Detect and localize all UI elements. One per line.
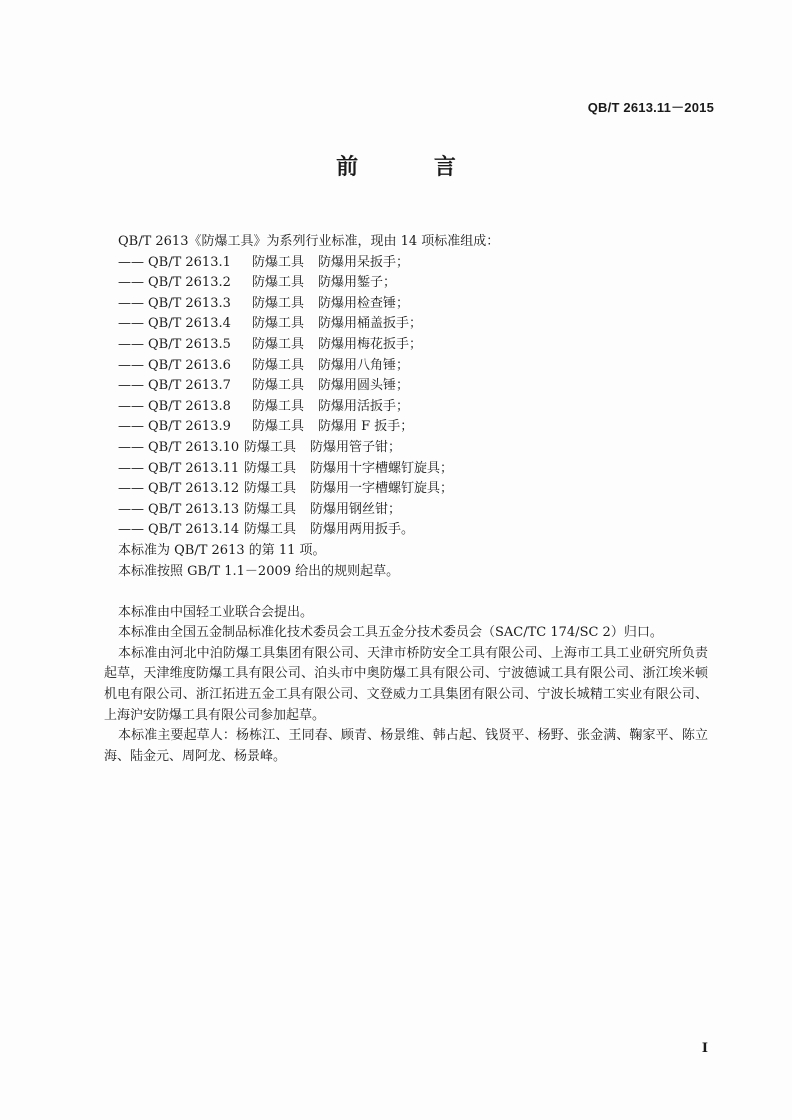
list-item bbox=[118, 520, 718, 541]
standard-code: QB/T 2613.11－2015 bbox=[587, 100, 714, 115]
list-item bbox=[118, 417, 718, 438]
list-item bbox=[118, 253, 718, 274]
list-dash: —— bbox=[118, 254, 144, 270]
part-code: QB/T 2613.3 bbox=[148, 295, 231, 311]
part-category: 防爆工具 bbox=[252, 316, 305, 332]
list-dash: —— bbox=[118, 378, 144, 394]
part-category: 防爆工具 bbox=[252, 254, 305, 270]
part-name: 防爆用检查锤； bbox=[318, 295, 410, 311]
list-item bbox=[118, 335, 718, 356]
part-category: 防爆工具 bbox=[244, 439, 297, 455]
foreword-body bbox=[104, 232, 718, 767]
part-name: 防爆用一字槽螺钉旋具； bbox=[310, 481, 454, 497]
page-title: 前 言 bbox=[336, 154, 490, 180]
part-category: 防爆工具 bbox=[244, 460, 297, 476]
part-name: 防爆用呆扳手； bbox=[318, 254, 410, 270]
statement-rules: 本标准按照 GB/T 1.1－2009 给出的规则起草。 bbox=[118, 563, 400, 579]
part-name: 防爆用管子钳； bbox=[310, 439, 402, 455]
part-category: 防爆工具 bbox=[252, 398, 305, 414]
parts-list bbox=[118, 253, 718, 541]
list-item bbox=[118, 294, 718, 315]
part-code: QB/T 2613.2 bbox=[148, 275, 231, 291]
proposed-by-paragraph: 本标准由中国轻工业联合会提出。 bbox=[118, 604, 314, 620]
list-dash: —— bbox=[118, 295, 144, 311]
list-item bbox=[118, 479, 718, 500]
part-name: 防爆用梅花扳手； bbox=[318, 336, 423, 352]
part-category: 防爆工具 bbox=[252, 295, 305, 311]
part-code: QB/T 2613.7 bbox=[148, 378, 231, 394]
part-code: QB/T 2613.1 bbox=[148, 254, 231, 270]
list-item bbox=[118, 314, 718, 335]
list-item bbox=[118, 376, 718, 397]
list-dash: —— bbox=[118, 419, 144, 435]
part-code: QB/T 2613.13 bbox=[148, 501, 240, 517]
part-code: QB/T 2613.6 bbox=[148, 357, 231, 373]
list-dash: —— bbox=[118, 460, 144, 476]
part-code: QB/T 2613.9 bbox=[148, 419, 231, 435]
part-code: QB/T 2613.4 bbox=[148, 316, 231, 332]
list-dash: —— bbox=[118, 501, 144, 517]
list-dash: —— bbox=[118, 357, 144, 373]
part-category: 防爆工具 bbox=[252, 357, 305, 373]
part-name: 防爆用两用扳手。 bbox=[310, 522, 415, 538]
list-dash: —— bbox=[118, 336, 144, 352]
part-code: QB/T 2613.5 bbox=[148, 336, 231, 352]
list-item bbox=[118, 273, 718, 294]
part-name: 防爆用八角锤； bbox=[318, 357, 410, 373]
part-category: 防爆工具 bbox=[252, 275, 305, 291]
list-dash: —— bbox=[118, 316, 144, 332]
part-name: 防爆用十字槽螺钉旋具； bbox=[310, 460, 454, 476]
drafters-paragraph: 本标准主要起草人：杨栋江、王同春、顾青、杨景维、韩占起、钱贤平、杨野、张金满、鞠家平、陈立海、陆金元、周阿龙、杨景峰。 bbox=[104, 728, 708, 764]
list-item bbox=[118, 459, 718, 480]
managed-by-paragraph: 本标准由全国五金制品标准化技术委员会工具五金分技术委员会（SAC/TC 174/SC 2）归口。 bbox=[118, 625, 663, 641]
part-category: 防爆工具 bbox=[252, 378, 305, 394]
list-item bbox=[118, 500, 718, 521]
part-category: 防爆工具 bbox=[244, 522, 297, 538]
part-name: 防爆用钢丝钳； bbox=[310, 501, 402, 517]
part-code: QB/T 2613.8 bbox=[148, 398, 231, 414]
part-name: 防爆用圆头锤； bbox=[318, 378, 410, 394]
page-number: I bbox=[701, 1041, 708, 1056]
intro-line: QB/T 2613《防爆工具》为系列行业标准，现由 14 项标准组成： bbox=[118, 234, 500, 249]
list-item bbox=[118, 438, 718, 459]
part-name: 防爆用 F 扳手； bbox=[318, 419, 414, 435]
part-code: QB/T 2613.11 bbox=[148, 460, 240, 476]
part-category: 防爆工具 bbox=[252, 419, 305, 435]
part-code: QB/T 2613.14 bbox=[148, 522, 240, 538]
part-code: QB/T 2613.12 bbox=[148, 481, 240, 497]
statement-part: 本标准为 QB/T 2613 的第 11 项。 bbox=[118, 542, 326, 558]
list-dash: —— bbox=[118, 481, 144, 497]
list-dash: —— bbox=[118, 439, 144, 455]
drafting-units-paragraph: 本标准由河北中泊防爆工具集团有限公司、天津市桥防安全工具有限公司、上海市工具工业研究所负责起草，天津维度防爆工具有限公司、泊头市中奥防爆工具有限公司、宁波德诚工具有限公司、浙江埃米顿机电有限公司、浙江拓进五金工具有限公司、文登威力工具集团有限公司、宁波长城精工实业有限公司、上海沪安防爆工具有限公司参加起草。 bbox=[104, 645, 708, 723]
part-name: 防爆用桶盖扳手； bbox=[318, 316, 423, 332]
list-dash: —— bbox=[118, 275, 144, 291]
list-item bbox=[118, 397, 718, 418]
part-name: 防爆用活扳手； bbox=[318, 398, 410, 414]
part-code: QB/T 2613.10 bbox=[148, 439, 240, 455]
list-item bbox=[118, 356, 718, 377]
list-dash: —— bbox=[118, 522, 144, 538]
list-dash: —— bbox=[118, 398, 144, 414]
part-category: 防爆工具 bbox=[252, 336, 305, 352]
part-category: 防爆工具 bbox=[244, 481, 297, 497]
part-category: 防爆工具 bbox=[244, 501, 297, 517]
part-name: 防爆用錾子； bbox=[318, 275, 397, 291]
